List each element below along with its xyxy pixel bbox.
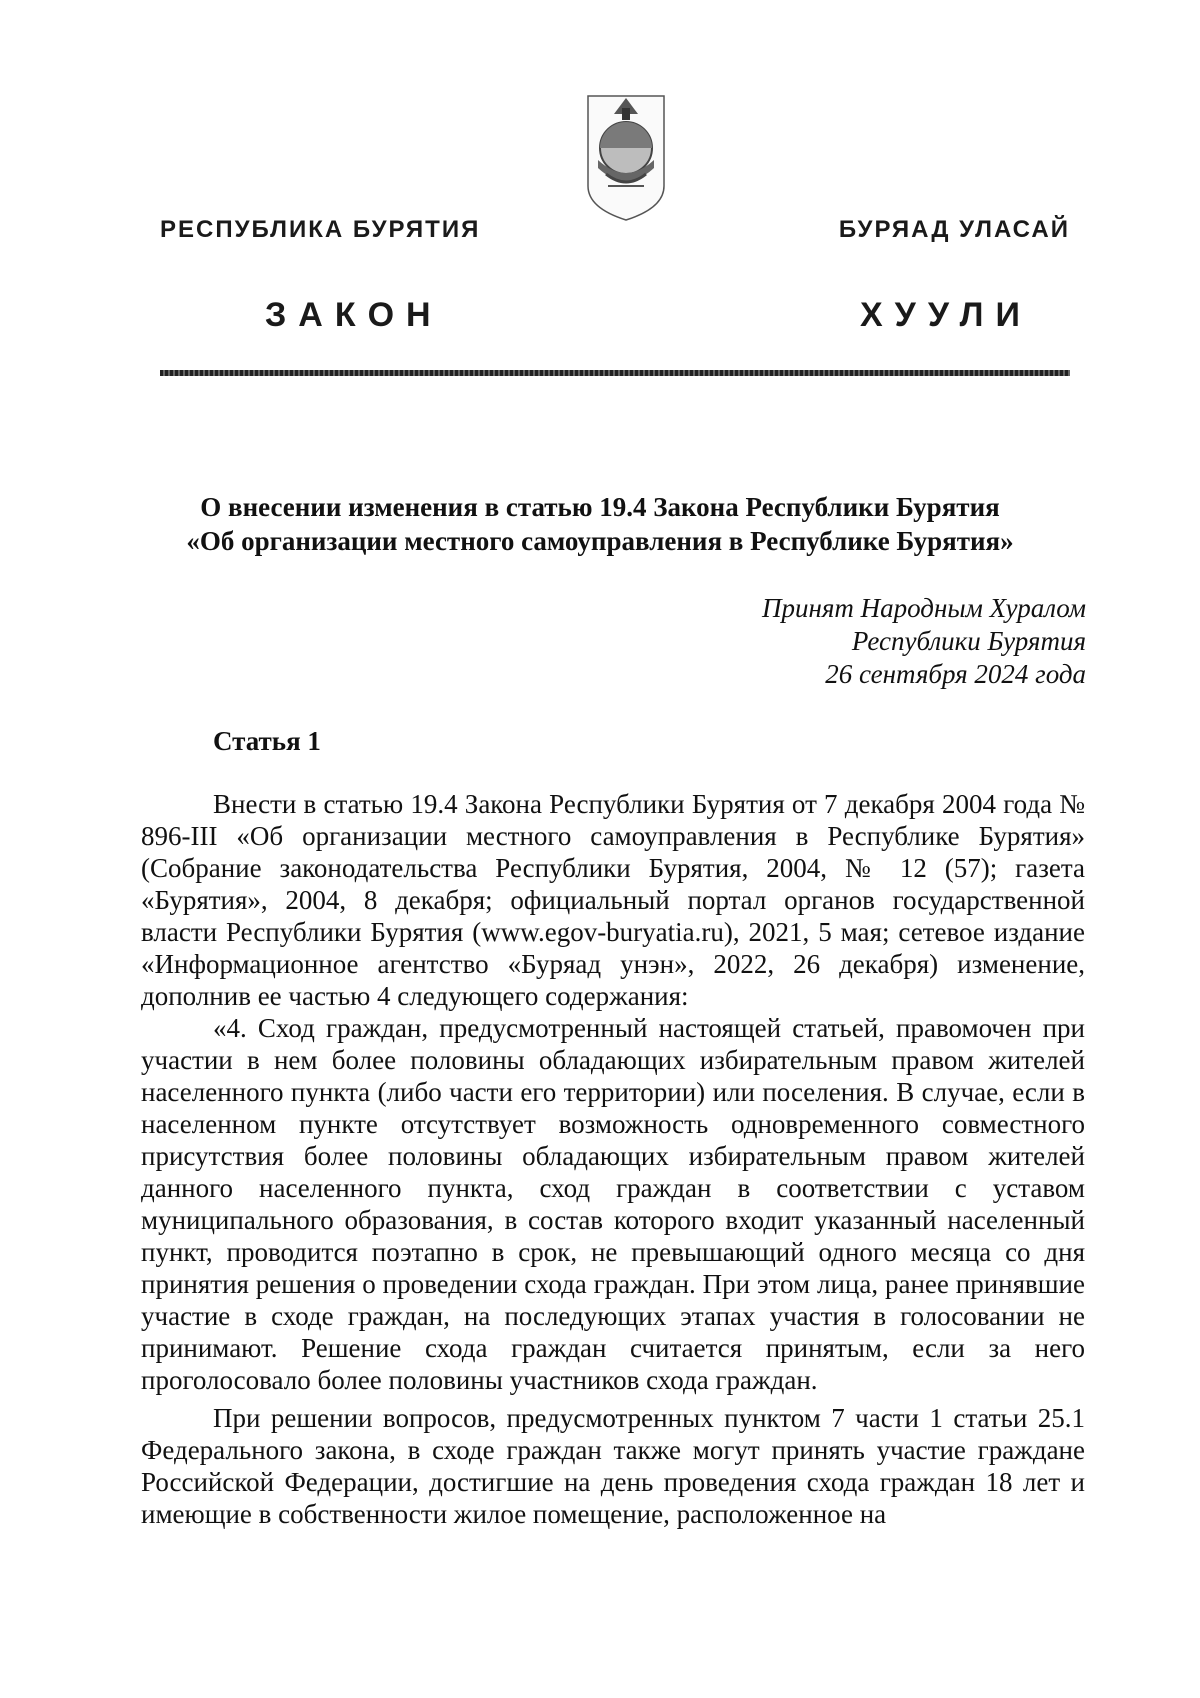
region-name-buryat: БУРЯАД УЛАСАЙ — [838, 216, 1070, 243]
doc-type-buryat: ХУУЛИ — [860, 296, 1032, 334]
law-title-line: О внесении изменения в статью 19.4 Закона Республики Бурятия — [200, 492, 1000, 522]
article-paragraph: При решении вопросов, предусмотренных пунктом 7 части 1 статьи 25.1 Федерального закона, в сходе граждан также могут принять участие граждане Российской Федерации, достигшие на день проведения схода граждан 18 лет и имеющие в собственности жилое помещение, расположенное на — [141, 1403, 1085, 1529]
adoption-note — [640, 592, 1086, 691]
law-title-line: «Об организации местного самоуправления в Республике Бурятия» — [186, 526, 1014, 556]
article-heading: Статья 1 — [213, 726, 321, 756]
header-divider — [160, 370, 1070, 376]
law-title — [140, 490, 1060, 558]
coat-of-arms-icon — [584, 90, 668, 224]
article-paragraph: Внести в статью 19.4 Закона Республики Бурятия от 7 декабря 2004 года № 896-III «Об организации местного самоуправления в Республике Бурятия» (Собрание законодательства Республики Бурятия, 2004, № 12 (57); газета «Бурятия», 2004, 8 декабря; официальный портал органов государственной власти Республики Бурятия (www.egov-buryatia.ru), 2021, 5 мая; сетевое издание «Информационное агентство «Буряад унэн», 2022, 26 декабря) изменение, дополнив ее частью 4 следующего содержания: — [141, 789, 1085, 1011]
doc-type-russian: ЗАКОН — [265, 296, 443, 334]
region-name-russian: РЕСПУБЛИКА БУРЯТИЯ — [160, 216, 481, 243]
article-body — [141, 788, 1085, 1530]
adoption-line: Республики Бурятия — [851, 626, 1086, 656]
adoption-line: Принят Народным Хуралом — [761, 593, 1086, 623]
article-paragraph: «4. Сход граждан, предусмотренный настоящей статьей, правомочен при участии в нем более половины обладающих избирательным правом жителей населенного пункта (либо части его территории) или поселения. В случае, если в населенном пункте отсутствует возможность одновременного совместного присутствия более половины обладающих избирательным правом жителей данного населенного пункта, сход граждан в соответствии с уставом муниципального образования, в состав которого входит указанный населенный пункт, проводится поэтапно в срок, не превышающий одного месяца со дня принятия решения о проведении схода граждан. При этом лица, ранее принявшие участие в сходе граждан, на последующих этапах участия в голосовании не принимают. Решение схода граждан считается принятым, если за него проголосовало более половины участников схода граждан. — [141, 1013, 1085, 1395]
adoption-date: 26 сентября 2024 года — [825, 659, 1086, 689]
